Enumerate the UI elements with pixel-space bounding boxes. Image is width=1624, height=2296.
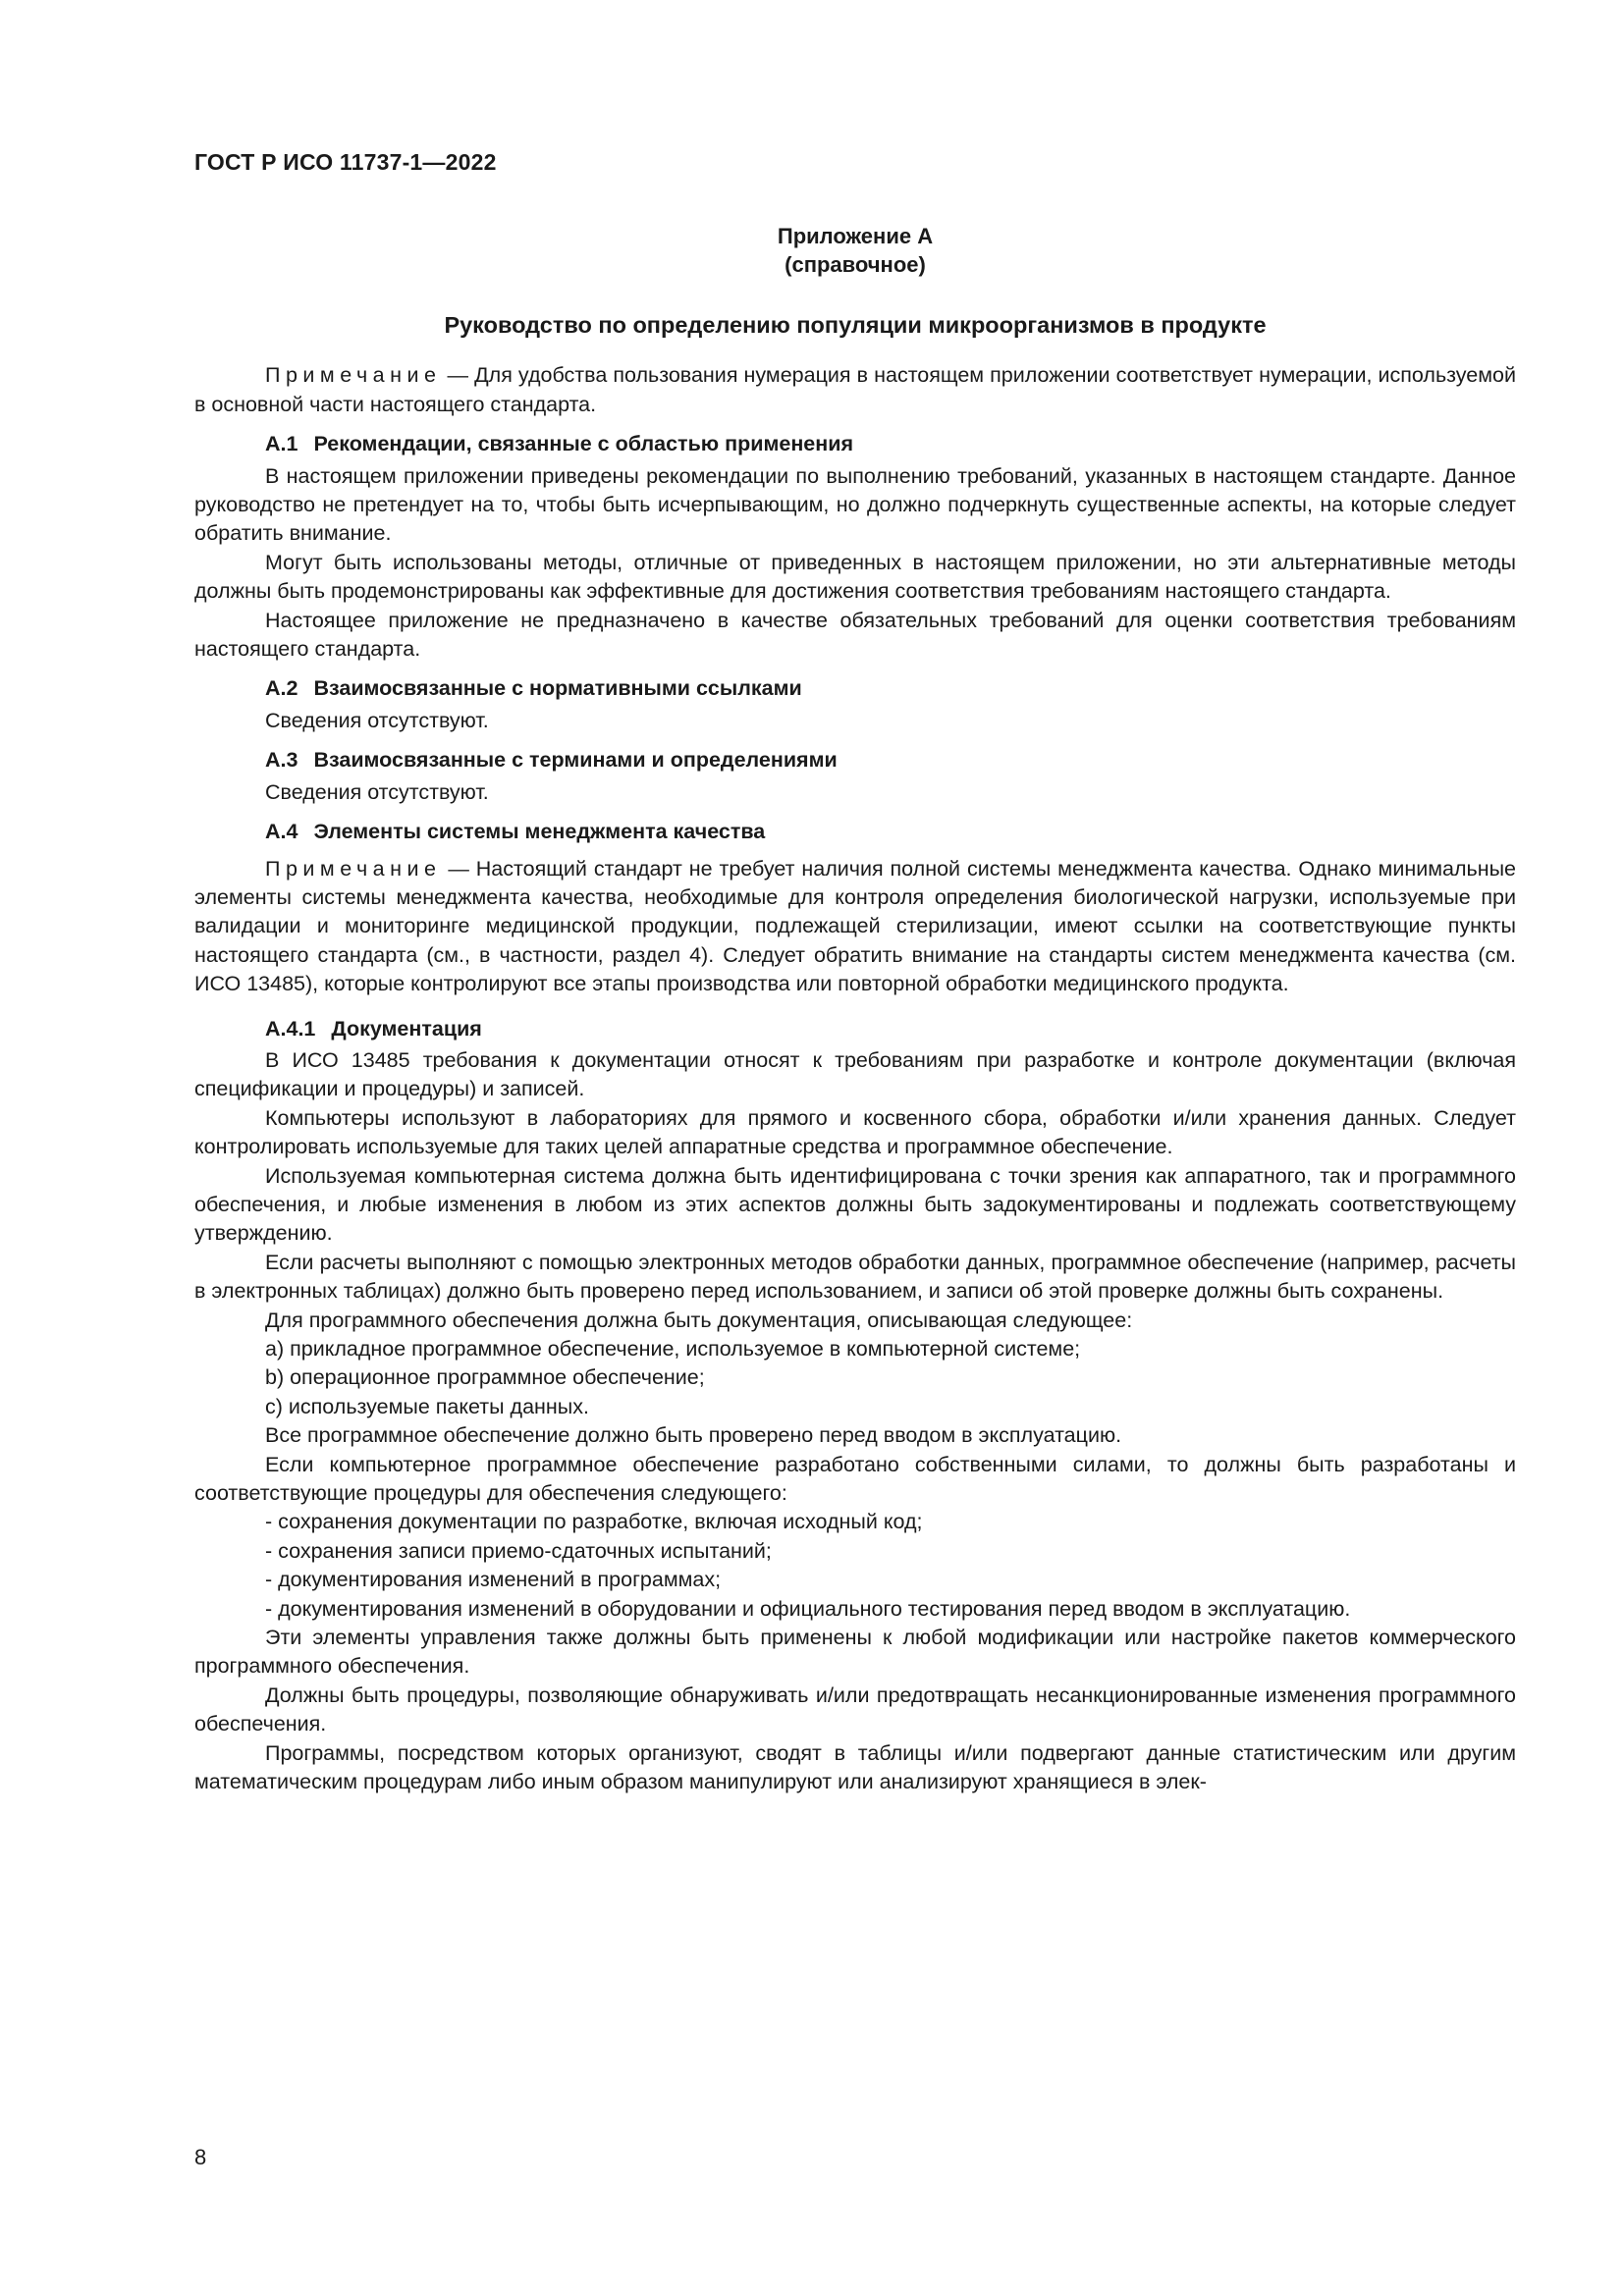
- note-text: — Настоящий стандарт не требует наличия полной системы менеджмента качества. Однако минимальные элементы системы менеджмента качества, необходимые для контроля определения биологической нагрузки, используемые при валидации и мониторинге медицинской продукции, подлежащей стерилизации, имеют ссылки на соответствующие пункты настоящего стандарта (см., в частности, раздел 4). Следует обратить внимание на стандарты систем менеджмента качества (см. ИСО 13485), которые контролируют все этапы производства или повторной обработки медицинского продукта.: [194, 856, 1516, 996]
- section-heading-a1: [194, 430, 1516, 458]
- section-title: Взаимосвязанные с терминами и определениями: [313, 748, 838, 773]
- section-number: А.3: [265, 748, 298, 773]
- section-title: Документация: [331, 1016, 482, 1041]
- dash-item: - сохранения документации по разработке, включая исходный код;: [265, 1510, 923, 1534]
- a4-note: [194, 855, 1516, 999]
- document-code: ГОСТ Р ИСО 11737-1—2022: [194, 149, 497, 175]
- section-title: Рекомендации, связанные с областью применения: [313, 432, 854, 456]
- section-heading-a41: [194, 1015, 1516, 1043]
- note-text: — Для удобства пользования нумерация в настоящем приложении соответствует нумерации, используемой в основной части настоящего стандарта.: [194, 363, 1516, 416]
- paragraph: Программы, посредством которых организуют, сводят в таблицы и/или подвергают данные статистическим или другим математическим процедурам либо иным образом манипулируют или анализируют хранящиеся в элек-: [194, 1740, 1516, 1794]
- section-title: Элементы системы менеджмента качества: [313, 820, 766, 844]
- paragraph: В настоящем приложении приведены рекомендации по выполнению требований, указанных в настоящем стандарте. Данное руководство не претендует на то, чтобы быть исчерпывающим, но должно подчеркнуть существенные аспекты, на которые следует обратить внимание.: [194, 463, 1516, 546]
- page-content: [194, 222, 1516, 1797]
- intro-note: [194, 361, 1516, 419]
- annex-label: Приложение А: [777, 224, 934, 248]
- page-number: 8: [194, 2145, 207, 2169]
- paragraph: Могут быть использованы методы, отличные от приведенных в настоящем приложении, но эти альтернативные методы должны быть продемонстрированы как эффективные для достижения соответствия требованиям настоящего стандарта.: [194, 550, 1516, 604]
- paragraph: Компьютеры используют в лабораториях для прямого и косвенного сбора, обработки и/или хранения данных. Следует контролировать используемые для таких целей аппаратные средства и программное обеспечение.: [194, 1105, 1516, 1159]
- dash-item: - документирования изменений в оборудовании и официального тестирования перед вводом в эксплуатацию.: [265, 1596, 1351, 1621]
- annex-type: (справочное): [785, 252, 926, 277]
- section-heading-a2: [194, 674, 1516, 703]
- list-item: c) используемые пакеты данных.: [265, 1394, 589, 1418]
- list-item: b) операционное программное обеспечение;: [265, 1365, 705, 1390]
- paragraph: Если компьютерное программное обеспечение разработано собственными силами, то должны быть разработаны и соответствующие процедуры для обеспечения следующего:: [194, 1452, 1516, 1506]
- note-label: Примечание: [265, 363, 442, 388]
- note-label: Примечание: [265, 856, 442, 881]
- section-number: А.4.1: [265, 1016, 316, 1041]
- paragraph: Используемая компьютерная система должна быть идентифицирована с точки зрения как аппаратного, так и программного обеспечения, и любые изменения в любом из этих аспектов должны быть задокументированы и подлежать соответствующему утверждению.: [194, 1163, 1516, 1246]
- section-title: Взаимосвязанные с нормативными ссылками: [313, 676, 802, 701]
- paragraph: Сведения отсутствуют.: [265, 779, 489, 804]
- dash-item: - сохранения записи приемо-сдаточных испытаний;: [265, 1538, 772, 1563]
- annex-title: Руководство по определению популяции микроорганизмов в продукте: [444, 312, 1267, 338]
- paragraph: Все программное обеспечение должно быть проверено перед вводом в эксплуатацию.: [265, 1423, 1122, 1448]
- list-item: a) прикладное программное обеспечение, используемое в компьютерной системе;: [265, 1337, 1081, 1361]
- paragraph: Эти элементы управления также должны быть применены к любой модификации или настройке пакетов коммерческого программного обеспечения.: [194, 1626, 1516, 1679]
- section-heading-a3: [194, 746, 1516, 774]
- paragraph: Сведения отсутствуют.: [265, 708, 489, 732]
- paragraph: Для программного обеспечения должна быть документация, описывающая следующее:: [265, 1308, 1133, 1332]
- section-number: А.4: [265, 820, 298, 844]
- paragraph: Настоящее приложение не предназначено в качестве обязательных требований для оценки соответствия требованиям настоящего стандарта.: [194, 608, 1516, 662]
- section-number: А.2: [265, 676, 298, 701]
- section-number: А.1: [265, 432, 298, 456]
- section-heading-a4: [194, 818, 1516, 846]
- paragraph: Если расчеты выполняют с помощью электронных методов обработки данных, программное обеспечение (например, расчеты в электронных таблицах) должно быть проверено перед использованием, и записи об этой проверке должны быть сохранены.: [194, 1250, 1516, 1304]
- paragraph: Должны быть процедуры, позволяющие обнаруживать и/или предотвращать несанкционированные изменения программного обеспечения.: [194, 1682, 1516, 1736]
- dash-item: - документирования изменений в программах;: [265, 1568, 722, 1592]
- paragraph: В ИСО 13485 требования к документации относят к требованиям при разработке и контроле документации (включая спецификации и процедуры) и записей.: [194, 1047, 1516, 1101]
